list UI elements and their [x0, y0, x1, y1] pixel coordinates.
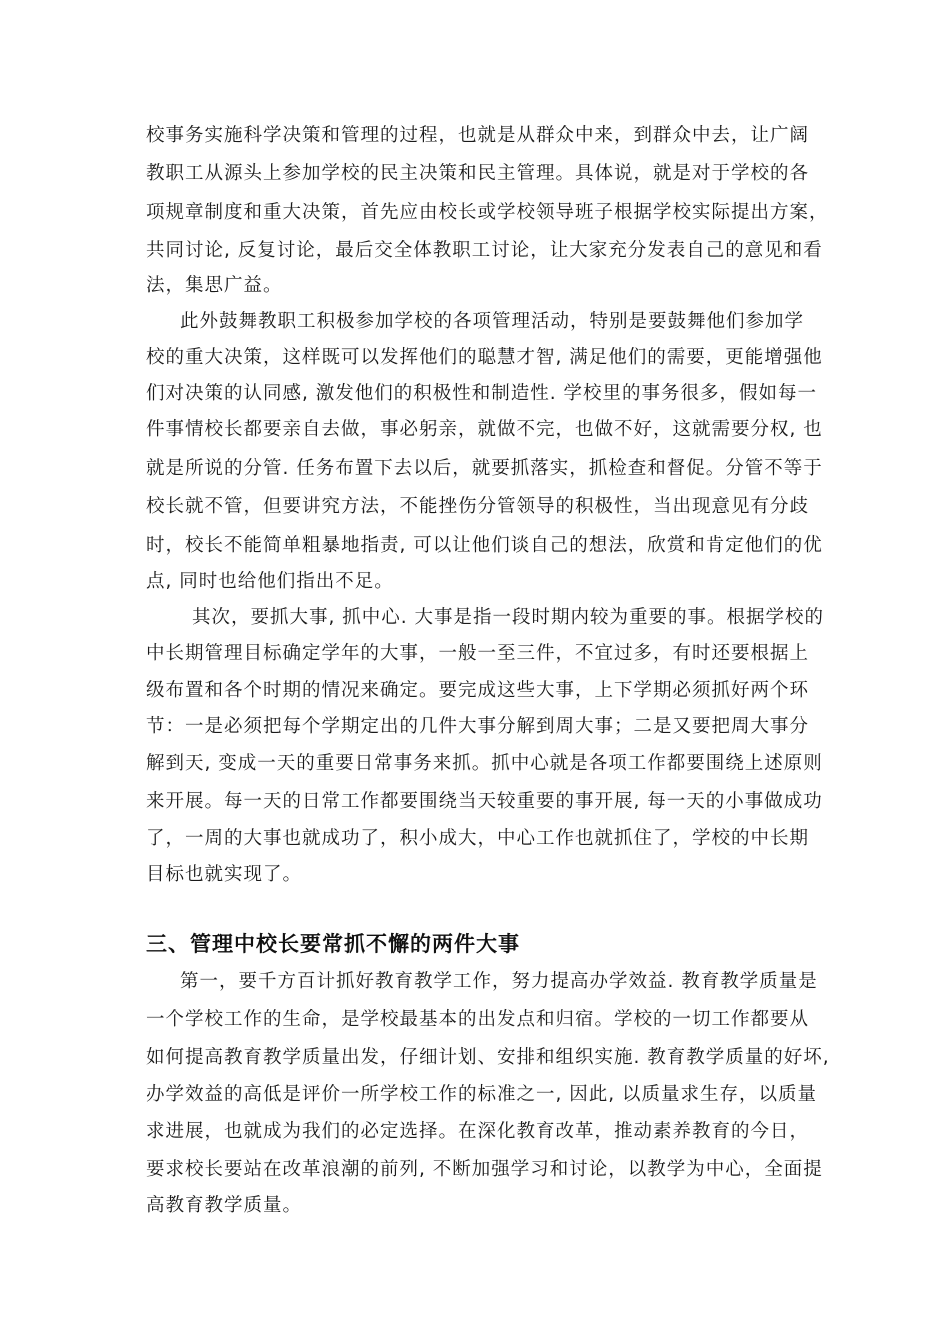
paragraph-4-line-5: 求进展，也就成为我们的必定选择。在深化教育改革，推动素养教育的今日，	[146, 1121, 810, 1142]
paragraph-3-line-3: 级布置和各个时期的情况来确定。要完成这些大事，上下学期必须抓好两个环	[146, 680, 810, 701]
paragraph-4-line-3: 如何提高教育教学质量出发，仔细计划、安排和组织实施. 教育教学质量的好坏,	[146, 1047, 830, 1068]
paragraph-2-line-5: 就是所说的分管. 任务布置下去以后，就要抓落实，抓检查和督促。分管不等于	[146, 458, 823, 479]
paragraph-4-line-4: 办学效益的高低是评价一所学校工作的标准之一, 因此, 以质量求生存，以质量	[146, 1084, 818, 1105]
paragraph-3-line-1: 其次，要抓大事, 抓中心. 大事是指一段时期内较为重要的事。根据学校的	[192, 607, 825, 628]
section-heading: 三、管理中校长要常抓不懈的两件大事	[146, 932, 520, 956]
paragraph-2-line-4: 件事情校长都要亲自去做，事必躬亲，就做不完，也做不好，这就需要分权, 也	[146, 419, 823, 440]
paragraph-3-line-4: 节：一是必须把每个学期定出的几件大事分解到周大事；二是又要把周大事分	[146, 716, 810, 737]
paragraph-3-line-5: 解到天, 变成一天的重要日常事务来抓。抓中心就是各项工作都要围绕上述原则	[146, 753, 823, 774]
paragraph-2-line-2: 校的重大决策，这样既可以发挥他们的聪慧才智, 满足他们的需要，更能增强他	[146, 347, 823, 368]
paragraph-4-line-6: 要求校长要站在改革浪潮的前列, 不断加强学习和讨论，以教学为中心，全面提	[146, 1159, 823, 1180]
paragraph-3-line-7: 了，一周的大事也就成功了，积小成大，中心工作也就抓住了，学校的中长期	[146, 828, 810, 849]
paragraph-4-line-7: 高教育教学质量。	[146, 1195, 303, 1216]
paragraph-2-line-8: 点, 同时也给他们指出不足。	[146, 571, 394, 592]
paragraph-1-line-4: 共同讨论, 反复讨论，最后交全体教职工讨论，让大家充分发表自己的意见和看	[146, 240, 823, 261]
paragraph-4-line-1: 第一，要千方百计抓好教育教学工作，努力提高办学效益. 教育教学质量是	[180, 971, 818, 992]
paragraph-2-line-6: 校长就不管，但要讲究方法，不能挫伤分管领导的积极性，当出现意见有分歧	[146, 496, 810, 517]
paragraph-1-line-1: 校事务实施科学决策和管理的过程，也就是从群众中来，到群众中去，让广阔	[146, 125, 810, 146]
paragraph-2-line-1: 此外鼓舞教职工积极参加学校的各项管理活动，特别是要鼓舞他们参加学	[180, 311, 805, 332]
paragraph-3-line-2: 中长期管理目标确定学年的大事，一般一至三件，不宜过多，有时还要根据上	[146, 643, 810, 664]
paragraph-4-line-2: 一个学校工作的生命，是学校最基本的出发点和归宿。学校的一切工作都要从	[146, 1009, 810, 1030]
paragraph-1-line-2: 教职工从源头上参加学校的民主决策和民主管理。具体说，就是对于学校的各	[146, 163, 810, 184]
paragraph-1-line-3: 项规章制度和重大决策，首先应由校长或学校领导班子根据学校实际提出方案，	[146, 202, 829, 223]
paragraph-2-line-3: 们对决策的认同感, 激发他们的积极性和制造性. 学校里的事务很多，假如每一	[146, 383, 818, 404]
paragraph-3-line-8: 目标也就实现了。	[146, 864, 303, 885]
paragraph-2-line-7: 时，校长不能简单粗暴地指责, 可以让他们谈自己的想法，欣赏和肯定他们的优	[146, 535, 823, 556]
paragraph-3-line-6: 来开展。每一天的日常工作都要围绕当天较重要的事开展, 每一天的小事做成功	[146, 791, 823, 812]
paragraph-1-line-5: 法，集思广益。	[146, 275, 283, 296]
